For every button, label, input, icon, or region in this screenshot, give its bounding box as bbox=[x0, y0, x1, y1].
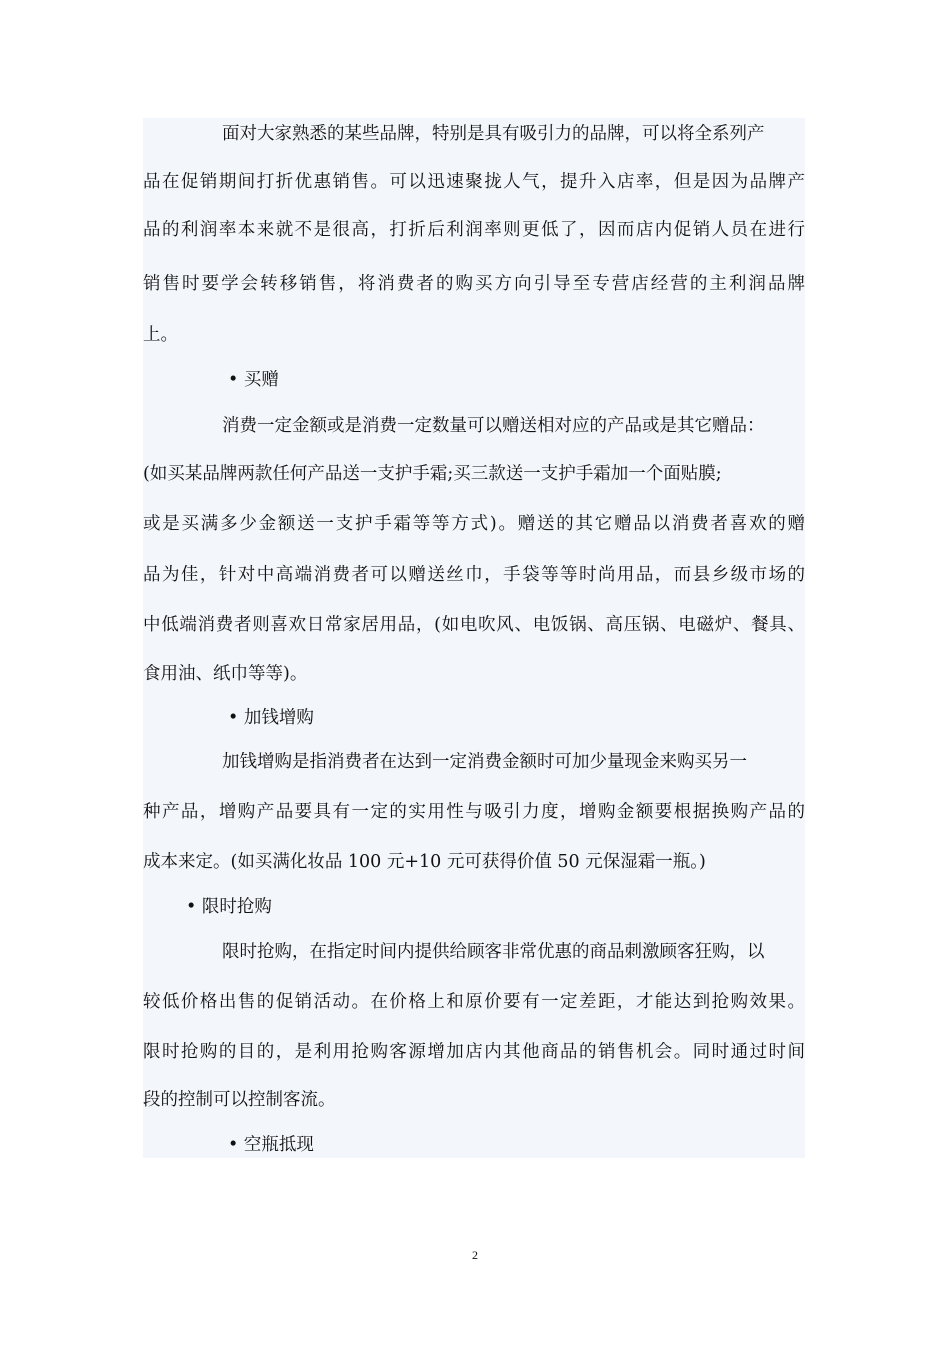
paragraph-4-line-1: 限时抢购，在指定时间内提供给顾客非常优惠的商品刺激顾客狂购，以 bbox=[222, 942, 765, 962]
paragraph-1-line-1: 面对大家熟悉的某些品牌，特别是具有吸引力的品牌，可以将全系列产 bbox=[222, 124, 765, 144]
paragraph-3-line-2: 种产品，增购产品要具有一定的实用性与吸引力度，增购金额要根据换购产品的 bbox=[143, 802, 805, 822]
section-heading-add-purchase: • 加钱增购 bbox=[228, 708, 314, 728]
section-heading-empty-bottle-credit: • 空瓶抵现 bbox=[228, 1135, 314, 1155]
paragraph-3-line-1: 加钱增购是指消费者在达到一定消费金额时可加少量现金来购买另一 bbox=[222, 752, 747, 772]
paragraph-2-line-1: 消费一定金额或是消费一定数量可以赠送相对应的产品或是其它赠品： bbox=[222, 416, 765, 436]
section-heading-buy-gift: • 买赠 bbox=[228, 370, 279, 390]
paragraph-2-line-4: 品为佳，针对中高端消费者可以赠送丝巾，手袋等等时尚用品，而县乡级市场的 bbox=[143, 565, 805, 585]
paragraph-2-line-3: 或是买满多少金额送一支护手霜等等方式)。赠送的其它赠品以消费者喜欢的赠 bbox=[143, 514, 805, 534]
paragraph-2-line-5: 中低端消费者则喜欢日常家居用品，(如电吹风、电饭锅、高压锅、电磁炉、餐具、 bbox=[143, 615, 805, 635]
paragraph-2-line-2: (如买某品牌两款任何产品送一支护手霜;买三款送一支护手霜加一个面贴膜; bbox=[143, 464, 722, 484]
paragraph-1-line-2: 品在促销期间打折优惠销售。可以迅速聚拢人气，提升入店率，但是因为品牌产 bbox=[143, 172, 805, 192]
section-heading-flash-sale: • 限时抢购 bbox=[186, 897, 272, 917]
paragraph-1-line-4: 销售时要学会转移销售，将消费者的购买方向引导至专营店经营的主利润品牌 bbox=[143, 274, 805, 294]
paragraph-4-line-4: 段的控制可以控制客流。 bbox=[143, 1090, 336, 1110]
paragraph-3-line-3: 成本来定。(如买满化妆品 100 元+10 元可获得价值 50 元保湿霜一瓶。) bbox=[143, 852, 706, 872]
page-number: 2 bbox=[472, 1248, 478, 1262]
paragraph-4-line-2: 较低价格出售的促销活动。在价格上和原价要有一定差距，才能达到抢购效果。 bbox=[143, 992, 805, 1012]
paragraph-1-line-3: 品的利润率本来就不是很高，打折后利润率则更低了，因而店内促销人员在进行 bbox=[143, 220, 805, 240]
paragraph-4-line-3: 限时抢购的目的，是利用抢购客源增加店内其他商品的销售机会。同时通过时间 bbox=[143, 1042, 805, 1062]
paragraph-2-line-6: 食用油、纸巾等等)。 bbox=[143, 664, 308, 684]
paragraph-1-line-5: 上。 bbox=[143, 325, 178, 345]
